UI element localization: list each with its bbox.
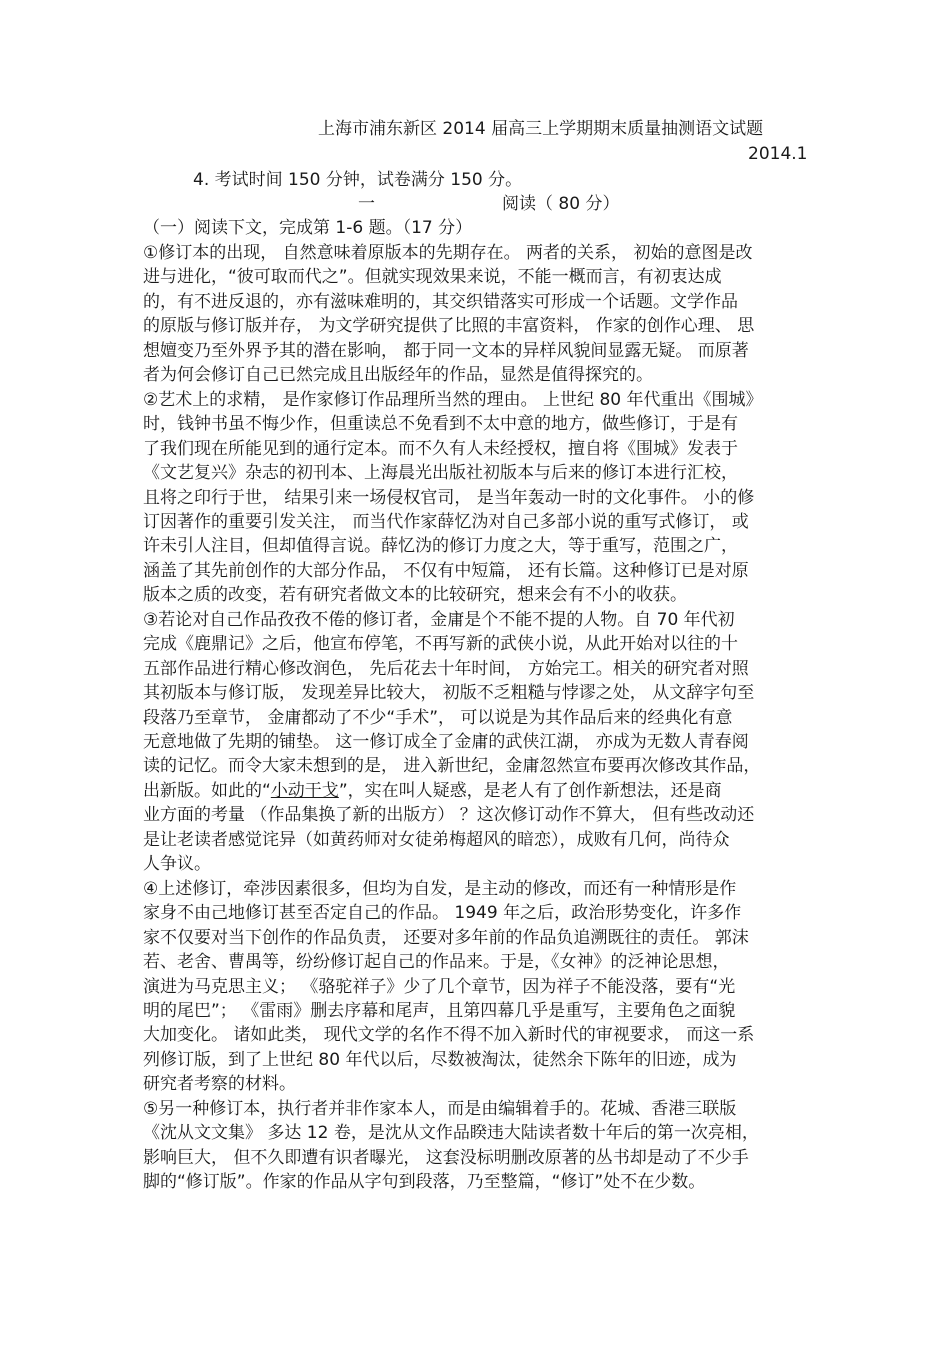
- body-line: 许未引人注目，但却值得言说。薛忆沩的修订力度之大，等于重写，范围之广，: [143, 536, 738, 556]
- body-line: 家身不由己地修订甚至否定自己的作品。 1949 年之后，政治形势变化，许多作: [143, 903, 742, 923]
- body-line: 者为何会修订自己已然完成且出版经年的作品，显然是值得探究的。: [143, 365, 653, 385]
- body-line: 版本之质的改变，若有研究者做文本的比较研究，想来会有不小的收获。: [143, 585, 687, 605]
- body-line: 其初版本与修订版， 发现差异比较大， 初版不乏粗糙与悖谬之处， 从文辞字句至: [143, 683, 755, 703]
- body-line: 大加变化。 诸如此类， 现代文学的名作不得不加入新时代的审视要求， 而这一系: [143, 1025, 755, 1045]
- body-line: 时，钱钟书虽不悔少作，但重读总不免看到不太中意的地方，做些修订，于是有: [143, 414, 738, 434]
- body-line: 的，有不进反退的，亦有滋味难明的，其交织错落实可形成一个话题。文学作品: [143, 292, 738, 312]
- body-line: 《沈从文文集》 多达 12 卷，是沈从文作品睽违大陆读者数十年后的第一次亮相，: [143, 1123, 759, 1143]
- text-segment: ”，实在叫人疑惑，是老人有了创作新想法，还是商: [338, 781, 722, 801]
- body-line: 读的记忆。而令大家未想到的是， 进入新世纪，金庸忽然宣布要再次修改其作品，: [143, 756, 761, 776]
- body-line: 且将之印行于世， 结果引来一场侵权官司， 是当年轰动一时的文化事件。 小的修: [143, 488, 755, 508]
- body-line: ⑤另一种修订本，执行者并非作家本人，而是由编辑着手的。花城、香港三联版: [143, 1099, 737, 1119]
- subsection-heading: （一）阅读下文，完成第 1-6 题。（17 分）: [143, 218, 473, 238]
- body-line: ②艺术上的求精， 是作家修订作品理所当然的理由。 上世纪 80 年代重出《围城》: [143, 390, 763, 410]
- underlined-phrase: 小动干戈: [270, 781, 339, 801]
- body-line: 演进为马克思主义； 《骆驼祥子》少了几个章节，因为祥子不能没落，要有“光: [143, 977, 736, 997]
- body-line: 五部作品进行精心修改润色， 先后花去十年时间， 方始完工。相关的研究者对照: [143, 659, 749, 679]
- section-title: 阅读（ 80 分）: [502, 194, 620, 214]
- section-number: 一: [358, 194, 375, 214]
- body-line: 完成《鹿鼎记》之后，他宣布停笔，不再写新的武侠小说，从此开始对以往的十: [143, 634, 738, 654]
- body-line: 若、老舍、曹禺等，纷纷修订起自己的作品来。于是，《女神》的泛神论思想，: [143, 952, 730, 972]
- body-line: 脚的“修订版”。作家的作品从字句到段落，乃至整篇，“修订”处不在少数。: [143, 1172, 706, 1192]
- body-line: 《文艺复兴》杂志的初刊本、上海晨光出版社初版本与后来的修订本进行汇校，: [143, 463, 738, 483]
- body-line: ③若论对自己作品孜孜不倦的修订者，金庸是个不能不提的人物。自 70 年代初: [143, 610, 735, 630]
- body-line: 了我们现在所能见到的通行定本。而不久有人未经授权，擅自将《围城》发表于: [143, 439, 738, 459]
- body-line: 列修订版，到了上世纪 80 年代以后，尽数被淘汰，徒然余下陈年的旧迹，成为: [143, 1050, 737, 1070]
- body-line: 段落乃至章节， 金庸都动了不少“手术”， 可以说是为其作品后来的经典化有意: [143, 708, 733, 728]
- body-line: 研究者考察的材料。: [143, 1074, 296, 1094]
- text-segment: 出新版。如此的“: [143, 781, 271, 801]
- document-date: 2014.1: [748, 144, 808, 164]
- body-line: 人争议。: [143, 854, 211, 874]
- body-line: 家不仅要对当下创作的作品负责， 还要对多年前的作品负追溯既往的责任。 郭沫: [143, 928, 749, 948]
- body-line: 涵盖了其先前创作的大部分作品， 不仅有中短篇， 还有长篇。这种修订已是对原: [143, 561, 749, 581]
- body-line: 是让老读者感觉诧异（如黄药师对女徒弟梅超风的暗恋），成败有几何，尚待众: [143, 830, 730, 850]
- body-line: ①修订本的出现， 自然意味着原版本的先期存在。 两者的关系， 初始的意图是改: [143, 243, 753, 263]
- body-line-with-underline: [143, 780, 722, 802]
- body-line: 业方面的考量 （作品集换了新的出版方） ？这次修订动作不算大， 但有些改动还: [143, 805, 755, 825]
- body-line: 的原版与修订版并存， 为文学研究提供了比照的丰富资料， 作家的创作心理、 思: [143, 316, 755, 336]
- body-line: 影响巨大， 但不久即遭有识者曝光， 这套没标明删改原著的丛书却是动了不少手: [143, 1148, 749, 1168]
- document-title: 上海市浦东新区 2014 届高三上学期期末质量抽测语文试题: [318, 119, 764, 139]
- body-line: 订因著作的重要引发关注， 而当代作家薛忆沩对自己多部小说的重写式修订， 或: [143, 512, 749, 532]
- body-line: 进与进化，“彼可取而代之”。但就实现效果来说，不能一概而言，有初衷达成: [143, 267, 722, 287]
- body-line: 明的尾巴”； 《雷雨》删去序幕和尾声，且第四幕几乎是重写，主要角色之面貌: [143, 1001, 736, 1021]
- body-line: 想嬗变乃至外界予其的潜在影响， 都于同一文本的异样风貌间显露无疑。 而原著: [143, 341, 749, 361]
- body-line: 无意地做了先期的铺垫。 这一修订成全了金庸的武侠江湖， 亦成为无数人青春阅: [143, 732, 749, 752]
- exam-instruction: 4. 考试时间 150 分钟，试卷满分 150 分。: [193, 170, 523, 190]
- body-line: ④上述修订，牵涉因素很多，但均为自发，是主动的修改，而还有一种情形是作: [143, 879, 737, 899]
